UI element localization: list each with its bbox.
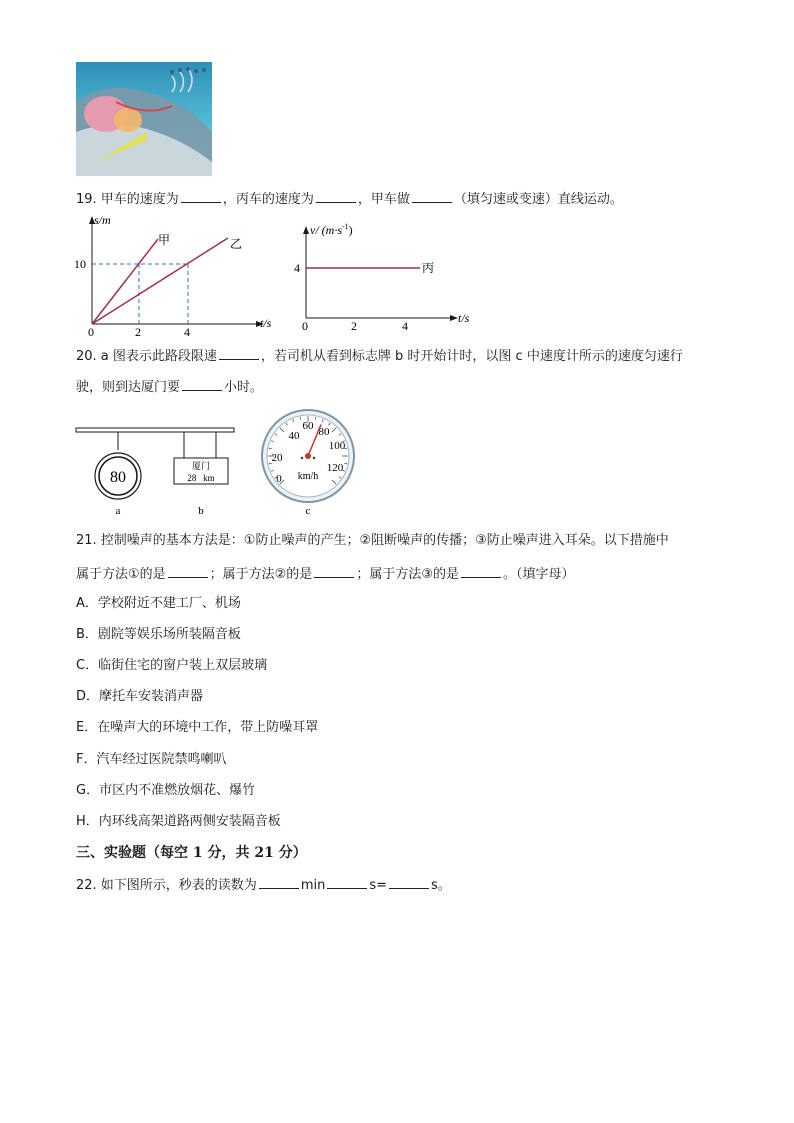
- st-x-tick-0: 0: [88, 325, 94, 339]
- speedo-tick-80: 80: [318, 426, 330, 438]
- q21-option-a: A．学校附近不建工厂、机场: [76, 596, 241, 611]
- st-x-tick-2: 2: [135, 325, 141, 339]
- line-jia: [92, 239, 158, 324]
- distance-sign-distance: 28 km: [187, 473, 215, 483]
- label-yi: 乙: [230, 237, 243, 251]
- label-bing: 丙: [422, 261, 435, 275]
- label-jia: 甲: [158, 233, 171, 247]
- q21-blank-2[interactable]: [314, 565, 354, 578]
- section3-heading: 三、实验题（每空 1 分，共 21 分）: [76, 845, 307, 861]
- vt-y-tick-4: 4: [294, 261, 300, 275]
- q22-blank-2[interactable]: [327, 876, 367, 889]
- q20-line1: 20. a 图表示此路段限速 ，若司机从看到标志牌 b 时开始计时，以图 c 中速度计所示的速度匀速行: [76, 349, 683, 364]
- q22-blank-3[interactable]: [389, 876, 429, 889]
- q19-blank-2[interactable]: [316, 190, 356, 203]
- speedo-unit: km/h: [297, 471, 319, 482]
- q21-option-e: E．在噪声大的环境中工作，带上防噪耳罩: [76, 720, 319, 735]
- speedo-tick-120: 120: [326, 462, 344, 474]
- dolphin-image: [76, 62, 212, 176]
- st-x-tick-4: 4: [184, 325, 190, 339]
- st-x-label: t/s: [260, 316, 272, 330]
- q20-blank-2[interactable]: [182, 378, 222, 391]
- q19-blank-1[interactable]: [181, 190, 221, 203]
- q21-option-f: F．汽车经过医院禁鸣喇叭: [76, 752, 227, 767]
- vt-x-tick-2: 2: [351, 319, 357, 333]
- speedometer: [260, 408, 360, 516]
- vt-x-tick-4: 4: [402, 319, 408, 333]
- speedo-tick-60: 60: [302, 420, 314, 432]
- q20-line2: 驶，则到达厦门要 小时。: [76, 380, 264, 395]
- speedo-tick-40: 40: [288, 430, 300, 442]
- q19-blank-3[interactable]: [412, 190, 452, 203]
- vt-x-label: t/s: [458, 311, 470, 325]
- road-signs: [76, 424, 238, 516]
- label-a: a: [115, 505, 121, 517]
- q19-text: 19. 甲车的速度为 ，丙车的速度为 ，甲车做 （填匀速或变速）直线运动。: [76, 192, 623, 207]
- vt-x-axis-arrow-icon: [450, 315, 458, 321]
- speedo-tick-100: 100: [328, 440, 346, 452]
- q21-blank-3[interactable]: [461, 565, 501, 578]
- q21-option-g: G．市区内不准燃放烟花、爆竹: [76, 783, 256, 798]
- st-y-label: s/m: [94, 213, 111, 227]
- st-y-tick-10: 10: [74, 257, 86, 271]
- q21-option-h: H．内环线高架道路两侧安装隔音板: [76, 814, 281, 829]
- q21-option-c: C．临街住宅的窗户装上双层玻璃: [76, 658, 268, 673]
- q21-option-b: B．剧院等娱乐场所装隔音板: [76, 627, 241, 642]
- vt-y-axis-arrow-icon: [303, 226, 309, 234]
- speed-limit-value: 80: [110, 469, 126, 486]
- q21-option-d: D．摩托车安装消声器: [76, 689, 204, 704]
- label-b: b: [198, 505, 204, 517]
- q21-line2: 属于方法①的是 ；属于方法②的是 ；属于方法③的是 。（填字母）: [76, 567, 575, 582]
- vt-x-tick-0: 0: [302, 319, 308, 333]
- label-c: c: [305, 505, 311, 517]
- speedo-tick-0: 0: [276, 473, 282, 485]
- vt-graph: [290, 222, 480, 334]
- q21-blank-1[interactable]: [168, 565, 208, 578]
- q22-blank-1[interactable]: [259, 876, 299, 889]
- speedo-tick-20: 20: [271, 452, 283, 464]
- line-yi: [92, 238, 228, 324]
- st-graph: [74, 212, 283, 339]
- q20-blank-1[interactable]: [219, 347, 259, 360]
- q21-line1: 21. 控制噪声的基本方法是：①防止噪声的产生；②阻断噪声的传播；③防止噪声进入耳朵。以下措施中: [76, 533, 669, 548]
- distance-sign-destination: 厦门: [191, 461, 211, 471]
- q22-text: 22. 如下图所示，秒表的读数为 min s= s。: [76, 878, 451, 893]
- vt-y-label: v/ $(m\cdot s^{-1})$: [310, 222, 353, 237]
